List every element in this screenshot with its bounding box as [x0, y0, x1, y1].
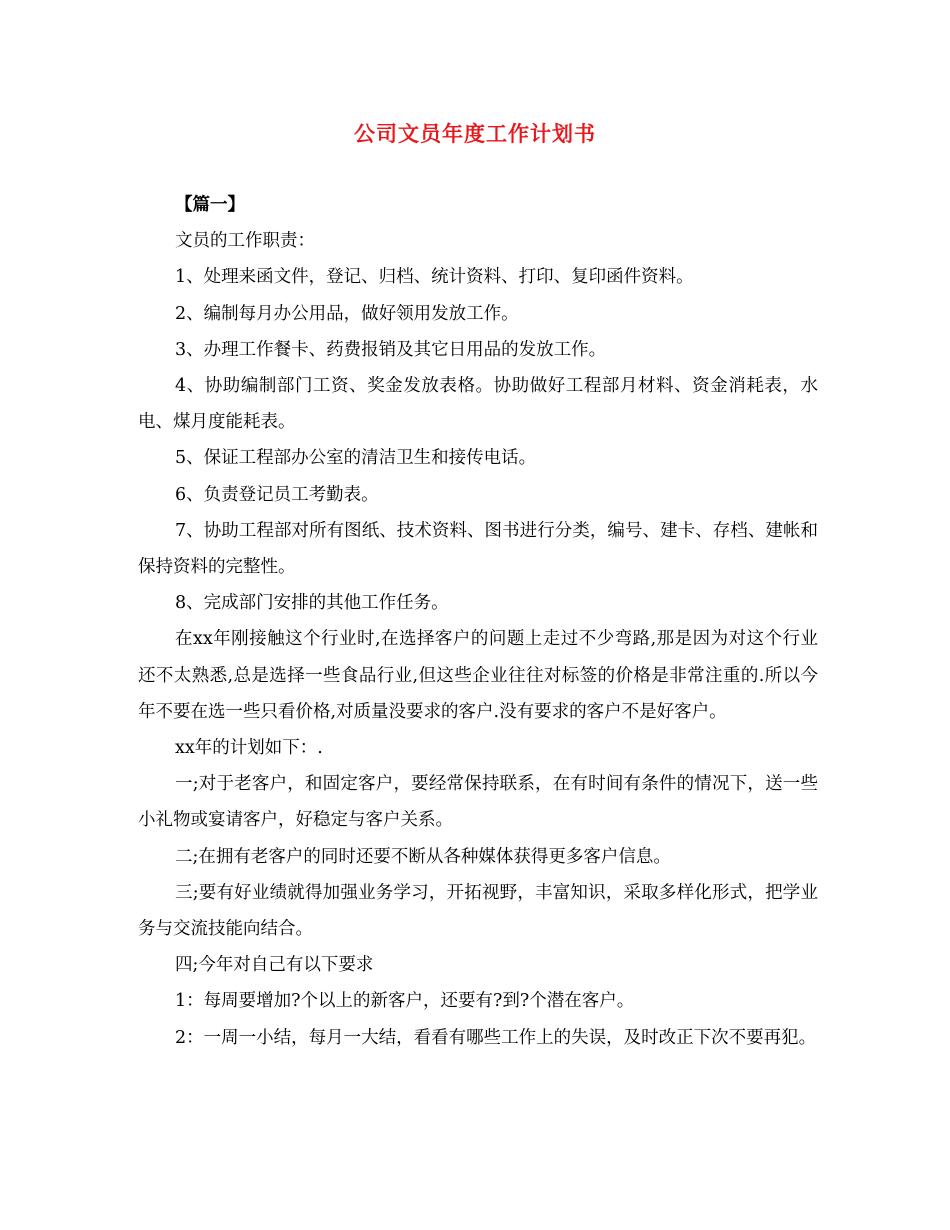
paragraph: 一;对于老客户，和固定客户，要经常保持联系，在有时间有条件的情况下，送一些小礼物或宴请客户，好稳定与客户关系。 [138, 774, 818, 831]
paragraph: 4、协助编制部门工资、奖金发放表格。协助做好工程部月材料、资金消耗表，水电、煤月度能耗表。 [138, 376, 818, 433]
paragraph: 2、编制每月办公用品，做好领用发放工作。 [175, 303, 519, 324]
paragraph: 7、协助工程部对所有图纸、技术资料、图书进行分类，编号、建卡、存档、建帐和保持资料的完整性。 [138, 520, 818, 578]
paragraph: 3、办理工作餐卡、药费报销及其它日用品的发放工作。 [175, 339, 607, 360]
paragraph: 2：一周一小结，每月一大结，看看有哪些工作上的失误，及时改正下次不要再犯。 [175, 1027, 817, 1048]
document-body [138, 187, 818, 1056]
paragraph: 三;要有好业绩就得加强业务学习，开拓视野，丰富知识，采取多样化形式，把学业务与交流技能向结合。 [138, 882, 818, 940]
paragraph: xx年的计划如下：. [175, 738, 323, 759]
paragraph: 1：每周要增加?个以上的新客户，还要有?到?个潜在客户。 [175, 991, 635, 1012]
paragraph: 在xx年刚接触这个行业时,在选择客户的问题上走过不少弯路,那是因为对这个行业还不太熟悉,总是选择一些食品行业,但这些企业往往对标签的价格是非常注重的.所以今年不要在选一些只看价格,对质量没要求的客户.没有要求的客户不是好客户。 [138, 629, 818, 722]
paragraph: 5、保证工程部办公室的清洁卫生和接传电话。 [175, 448, 537, 469]
paragraph: 1、处理来函文件，登记、归档、统计资料、打印、复印函件资料。 [175, 267, 694, 288]
section-heading: 【篇一】 [175, 195, 245, 215]
paragraph: 二;在拥有老客户的同时还要不断从各种媒体获得更多客户信息。 [175, 846, 671, 867]
paragraph: 文员的工作职责： [175, 231, 315, 252]
paragraph: 6、负责登记员工考勤表。 [175, 484, 379, 505]
paragraph: 8、完成部门安排的其他工作任务。 [175, 593, 449, 614]
document-title: 公司文员年度工作计划书 [354, 121, 596, 146]
paragraph: 四;今年对自己有以下要求 [175, 955, 374, 976]
